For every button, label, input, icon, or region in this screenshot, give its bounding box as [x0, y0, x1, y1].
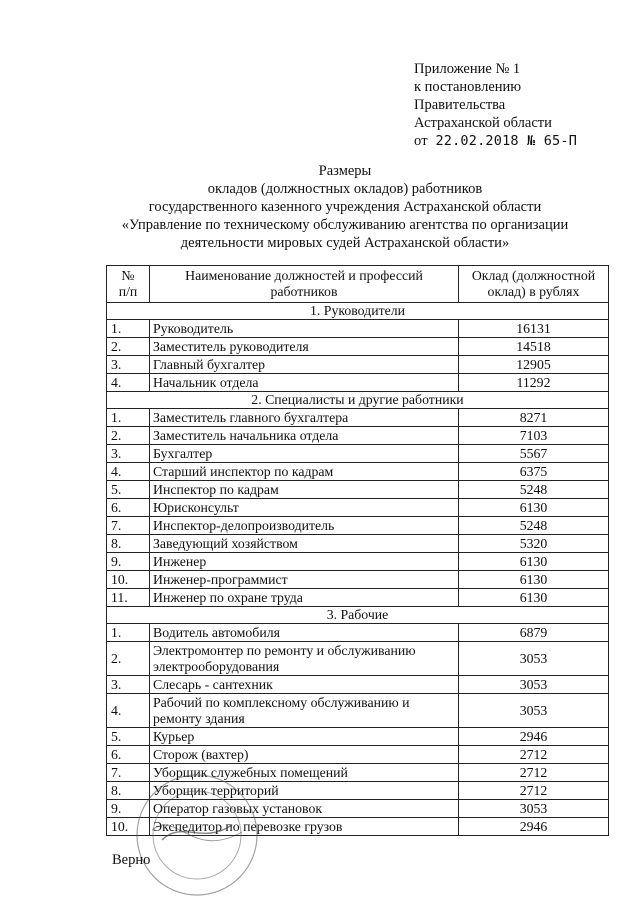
- header-number-l2: п/п: [118, 284, 138, 299]
- table-row: [107, 535, 609, 553]
- header-number: [107, 266, 150, 303]
- row-number: 10.: [107, 818, 150, 836]
- row-number: 3.: [107, 676, 150, 694]
- table-row: [107, 728, 609, 746]
- row-salary: 16131: [459, 320, 609, 338]
- row-salary: 6130: [459, 589, 609, 607]
- table-row: [107, 409, 609, 427]
- heading-line-4: «Управление по техническому обслуживанию агентства по организации: [121, 217, 569, 233]
- table-row: [107, 356, 609, 374]
- section-row: [107, 392, 609, 409]
- table-row: [107, 694, 609, 728]
- row-number: 5.: [107, 481, 150, 499]
- table-row: [107, 427, 609, 445]
- header-salary-l2: оклад) в рублях: [487, 284, 580, 299]
- row-position: Экспедитор по перевозке грузов: [150, 818, 459, 836]
- appendix-date: [414, 132, 577, 150]
- row-position: Юрисконсульт: [150, 499, 459, 517]
- row-number: 4.: [107, 463, 150, 481]
- section-title: 3. Рабочие: [107, 607, 609, 624]
- row-number: 8.: [107, 535, 150, 553]
- row-position: Заместитель руководителя: [150, 338, 459, 356]
- row-position: Уборщик служебных помещений: [150, 764, 459, 782]
- row-number: 4.: [107, 374, 150, 392]
- row-number: 7.: [107, 517, 150, 535]
- table-row: [107, 589, 609, 607]
- row-number: 2.: [107, 642, 150, 676]
- section-row: [107, 303, 609, 320]
- row-position: Инженер по охране труда: [150, 589, 459, 607]
- row-number: 6.: [107, 499, 150, 517]
- row-salary: 8271: [459, 409, 609, 427]
- salary-table: [106, 265, 609, 836]
- row-salary: 6375: [459, 463, 609, 481]
- signature-verno: Верно: [112, 852, 151, 868]
- table-row: [107, 481, 609, 499]
- row-salary: 12905: [459, 356, 609, 374]
- row-position: Сторож (вахтер): [150, 746, 459, 764]
- row-salary: 14518: [459, 338, 609, 356]
- table-row: [107, 642, 609, 676]
- table-body: [107, 303, 609, 836]
- appendix-line-4: Астраханской области: [414, 115, 552, 131]
- row-salary: 5248: [459, 481, 609, 499]
- row-position: Инспектор-делопроизводитель: [150, 517, 459, 535]
- row-position: Руководитель: [150, 320, 459, 338]
- row-position: Бухгалтер: [150, 445, 459, 463]
- heading-line-5: деятельности мировых судей Астраханской области»: [180, 235, 510, 251]
- row-salary: 3053: [459, 800, 609, 818]
- round-seal-stamp: [132, 770, 262, 900]
- row-position: Оператор газовых установок: [150, 800, 459, 818]
- row-salary: 5567: [459, 445, 609, 463]
- row-salary: 6130: [459, 499, 609, 517]
- heading-line-2: окладов (должностных окладов) работников: [207, 181, 483, 197]
- row-position: Уборщик территорий: [150, 782, 459, 800]
- row-position: Начальник отдела: [150, 374, 459, 392]
- row-salary: 11292: [459, 374, 609, 392]
- header-salary: [459, 266, 609, 303]
- table-row: [107, 517, 609, 535]
- row-number: 9.: [107, 553, 150, 571]
- row-salary: 3053: [459, 676, 609, 694]
- row-number: 9.: [107, 800, 150, 818]
- row-number: 1.: [107, 624, 150, 642]
- row-salary: 6879: [459, 624, 609, 642]
- row-position: Главный бухгалтер: [150, 356, 459, 374]
- appendix-block: [414, 60, 577, 150]
- table-row: [107, 374, 609, 392]
- row-number: 3.: [107, 445, 150, 463]
- header-position-l2: работников: [270, 284, 338, 299]
- row-salary: 3053: [459, 694, 609, 728]
- row-number: 8.: [107, 782, 150, 800]
- table-row: [107, 463, 609, 481]
- row-number: 1.: [107, 320, 150, 338]
- row-number: 1.: [107, 409, 150, 427]
- table-row: [107, 499, 609, 517]
- row-position: Водитель автомобиля: [150, 624, 459, 642]
- row-position: Инженер-программист: [150, 571, 459, 589]
- table-row: [107, 445, 609, 463]
- table-row: [107, 320, 609, 338]
- table-row: [107, 746, 609, 764]
- section-title: 1. Руководители: [107, 303, 609, 320]
- row-salary: 2946: [459, 728, 609, 746]
- table-row: [107, 338, 609, 356]
- row-number: 6.: [107, 746, 150, 764]
- table-row: [107, 624, 609, 642]
- row-position: Рабочий по комплексному обслуживанию и ремонту здания: [150, 694, 459, 728]
- row-salary: 5320: [459, 535, 609, 553]
- appendix-date-value: 22.02.2018 № 65-П: [435, 133, 578, 149]
- row-salary: 2946: [459, 818, 609, 836]
- row-number: 2.: [107, 427, 150, 445]
- row-number: 7.: [107, 764, 150, 782]
- row-salary: 2712: [459, 764, 609, 782]
- row-position: Слесарь - сантехник: [150, 676, 459, 694]
- row-position: Электромонтер по ремонту и обслуживанию электрооборудования: [150, 642, 459, 676]
- row-salary: 7103: [459, 427, 609, 445]
- header-position-l1: Наименование должностей и профессий: [185, 268, 423, 283]
- row-salary: 2712: [459, 782, 609, 800]
- appendix-line-1: Приложение № 1: [414, 61, 521, 77]
- row-position: Инспектор по кадрам: [150, 481, 459, 499]
- row-position: Инженер: [150, 553, 459, 571]
- heading-line-3: государственного казенного учреждения Астраханской области: [148, 199, 542, 215]
- table-row: [107, 571, 609, 589]
- header-salary-l1: Оклад (должностной: [471, 268, 596, 283]
- table-row: [107, 553, 609, 571]
- row-number: 11.: [107, 589, 150, 607]
- row-position: Заместитель начальника отдела: [150, 427, 459, 445]
- table-row: [107, 676, 609, 694]
- row-position: Заместитель главного бухгалтера: [150, 409, 459, 427]
- row-number: 2.: [107, 338, 150, 356]
- section-title: 2. Специалисты и другие работники: [107, 392, 609, 409]
- row-number: 5.: [107, 728, 150, 746]
- header-position: [150, 266, 459, 303]
- document-heading: [90, 162, 600, 252]
- row-salary: 5248: [459, 517, 609, 535]
- section-row: [107, 607, 609, 624]
- row-salary: 6130: [459, 553, 609, 571]
- row-number: 3.: [107, 356, 150, 374]
- row-salary: 3053: [459, 642, 609, 676]
- appendix-line-2: к постановлению: [414, 79, 522, 95]
- appendix-date-prefix: от: [414, 133, 428, 149]
- heading-line-1: Размеры: [318, 163, 372, 179]
- table-header-row: [107, 266, 609, 303]
- row-position: Старший инспектор по кадрам: [150, 463, 459, 481]
- appendix-line-3: Правительства: [414, 97, 506, 113]
- row-salary: 2712: [459, 746, 609, 764]
- row-salary: 6130: [459, 571, 609, 589]
- row-position: Заведующий хозяйством: [150, 535, 459, 553]
- header-number-l1: №: [121, 268, 135, 283]
- row-number: 4.: [107, 694, 150, 728]
- row-position: Курьер: [150, 728, 459, 746]
- row-number: 10.: [107, 571, 150, 589]
